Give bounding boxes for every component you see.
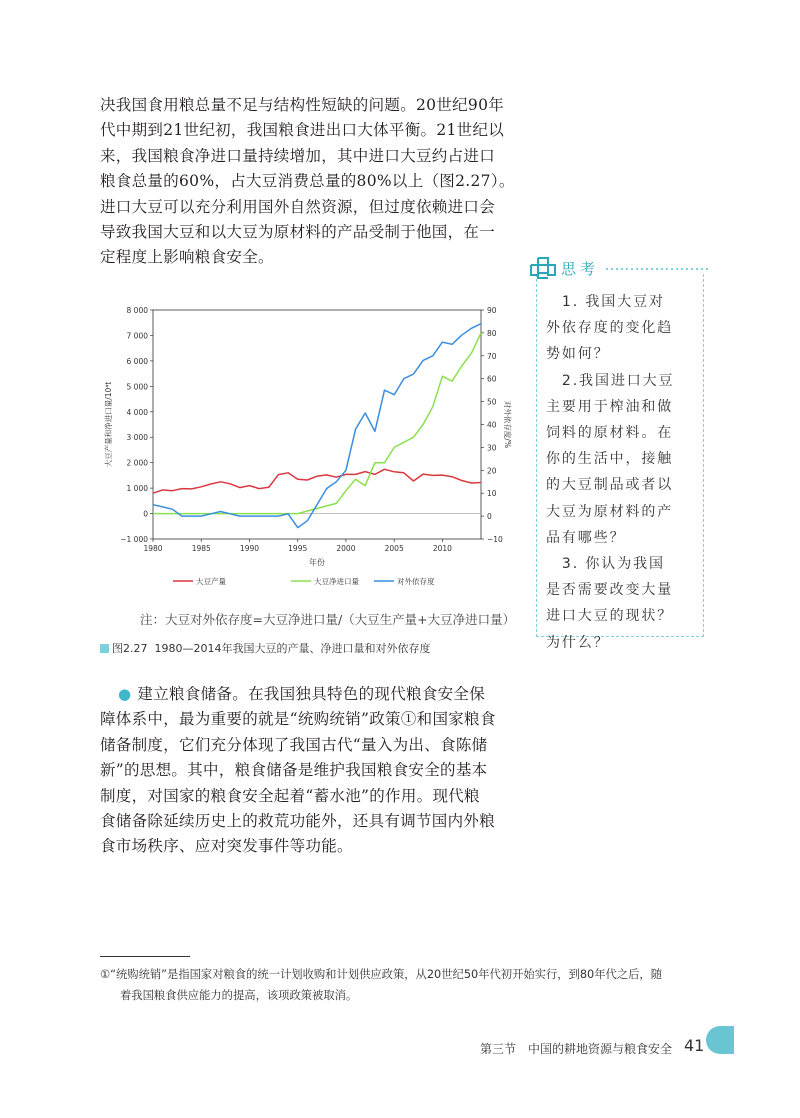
think-dots	[606, 266, 708, 272]
x-tick-label: 2005	[384, 544, 404, 553]
text-line: 障体系中，最为重要的就是“统购统销”政策①和国家粮食	[100, 710, 496, 729]
x-tick-label: 2000	[336, 544, 356, 553]
x-tick-label: 1995	[288, 544, 308, 553]
think-title: 思考	[561, 260, 600, 278]
x-tick-label: 1990	[239, 544, 260, 553]
text-line: 新”的思想。其中，粮食储备是维护我国粮食安全的基本	[100, 761, 488, 780]
y-left-tick-label: 5 000	[126, 382, 148, 392]
think-header	[528, 256, 708, 280]
think-line: 是否需要改变大量	[546, 582, 674, 599]
think-icon	[528, 256, 558, 280]
y-right-tick-label: 40	[487, 420, 497, 430]
text-line: 食储备除延续历史上的救荒功能外，还具有调节国内外粮	[100, 812, 496, 831]
footnote	[100, 964, 705, 1006]
think-line: 1. 我国大豆对	[546, 294, 665, 310]
x-tick-label: 2010	[432, 544, 452, 553]
y-right-tick-label: 50	[487, 397, 497, 407]
text-line: 代中期到21世纪初，我国粮食进出口大体平衡。21世纪以	[100, 121, 505, 140]
think-line: 的大豆制品或者以	[546, 477, 674, 494]
y-left-tick-label: 4 000	[126, 407, 148, 417]
text-line: 粮食总量的60%，占大豆消费总量的80%以上（图2.27）。	[100, 172, 515, 191]
think-line: 品有哪些？	[546, 529, 626, 546]
think-line: 势如何？	[546, 346, 610, 363]
y-left-tick-label: −1 000	[120, 535, 148, 544]
y-right-tick-label: 70	[487, 351, 497, 361]
y-right-tick-label: 30	[487, 443, 497, 453]
section-footer: 第三节 中国的耕地资源与粮食安全	[480, 1042, 673, 1056]
text-line: 来，我国粮食净进口量持续增加，其中进口大豆约占进口	[100, 146, 496, 165]
x-axis-label: 年份	[309, 558, 325, 567]
chart-note: 注：大豆对外依存度=大豆净进口量/（大豆生产量+大豆净进口量）	[140, 612, 516, 627]
y-left-tick-label: 0	[143, 509, 148, 519]
paragraph-2	[100, 682, 518, 860]
text-line: 导致我国大豆和以大豆为原材料的产品受制于他国，在一	[100, 223, 496, 242]
y-right-tick-label: 60	[487, 374, 497, 384]
text-line: 进口大豆可以充分利用国外自然资源，但过度依赖进口会	[100, 197, 496, 216]
y-right-tick-label: 0	[487, 512, 492, 522]
text-line: 储备制度，它们充分体现了我国古代“量入为出、食陈储	[100, 735, 488, 754]
think-line: 主要用于榨油和做	[546, 398, 674, 415]
think-line: 大豆为原材料的产	[546, 503, 674, 520]
y-right-tick-label: 20	[487, 466, 497, 476]
think-line: 为什么？	[546, 634, 610, 651]
figure-caption	[100, 640, 431, 656]
think-questions	[546, 289, 698, 656]
series-line-大豆产量	[153, 469, 481, 493]
caption-text: 1980—2014年我国大豆的产量、净进口量和对外依存度	[154, 642, 431, 655]
y-right-axis-label: 对外依存度/%	[503, 400, 512, 449]
text-line: 定程度上影响粮食安全。	[100, 248, 274, 267]
y-left-tick-label: 2 000	[126, 458, 148, 468]
text-line: ● 建立粮食储备。在我国独具特色的现代粮食安全保	[118, 685, 485, 703]
legend-label: 大豆净进口量	[314, 577, 359, 586]
x-tick-label: 1985	[191, 544, 211, 553]
y-left-tick-label: 1 000	[126, 484, 148, 494]
y-left-tick-label: 6 000	[126, 356, 148, 366]
think-line: 饲料的原材料。在	[546, 425, 674, 442]
y-right-tick-label: 80	[487, 328, 497, 338]
text-line: 决我国食用粮总量不足与结构性短缺的问题。20世纪90年	[100, 96, 505, 114]
legend-label: 大豆产量	[196, 577, 226, 586]
text-line: 食市场秩序、应对突发事件等功能。	[100, 837, 353, 856]
y-right-tick-label: 90	[487, 306, 497, 315]
paragraph-1	[100, 93, 515, 271]
think-line: 外依存度的变化趋	[546, 320, 674, 337]
y-right-tick-label: 10	[487, 489, 497, 499]
caption-label: 图2.27	[112, 642, 148, 655]
think-line: 2.我国进口大豆	[546, 372, 675, 389]
y-left-tick-label: 7 000	[126, 331, 148, 341]
think-line: 你的生活中，接触	[546, 451, 674, 468]
caption-marker	[100, 644, 109, 653]
bullet-icon: ●	[118, 685, 132, 703]
y-right-tick-label: −10	[487, 535, 503, 544]
y-left-tick-label: 8 000	[126, 306, 148, 315]
legend-label: 对外依存度	[397, 577, 435, 586]
page-corner-mark	[706, 1026, 734, 1054]
page-number: 41	[684, 1036, 705, 1055]
footnote-line: 着我国粮食供应能力的提高，该项政策被取消。	[120, 989, 358, 1002]
text-line: 制度，对国家的粮食安全起着“蓄水池”的作用。现代粮	[100, 786, 480, 805]
think-line: 进口大豆的现状？	[546, 608, 674, 625]
x-tick-label: 1980	[143, 544, 163, 553]
soybean-chart	[96, 296, 516, 598]
think-line: 3. 你认为我国	[546, 556, 665, 573]
y-left-axis-label: 大豆产量和净进口量/10⁴t	[104, 381, 113, 468]
footnote-line: ①“统购统销”是指国家对粮食的统一计划收购和计划供应政策，从20世纪50年代初开始实行，到80年代之后，随	[100, 968, 663, 981]
y-left-tick-label: 3 000	[126, 433, 148, 443]
footnote-rule	[100, 956, 190, 957]
series-line-对外依存度	[153, 324, 481, 528]
